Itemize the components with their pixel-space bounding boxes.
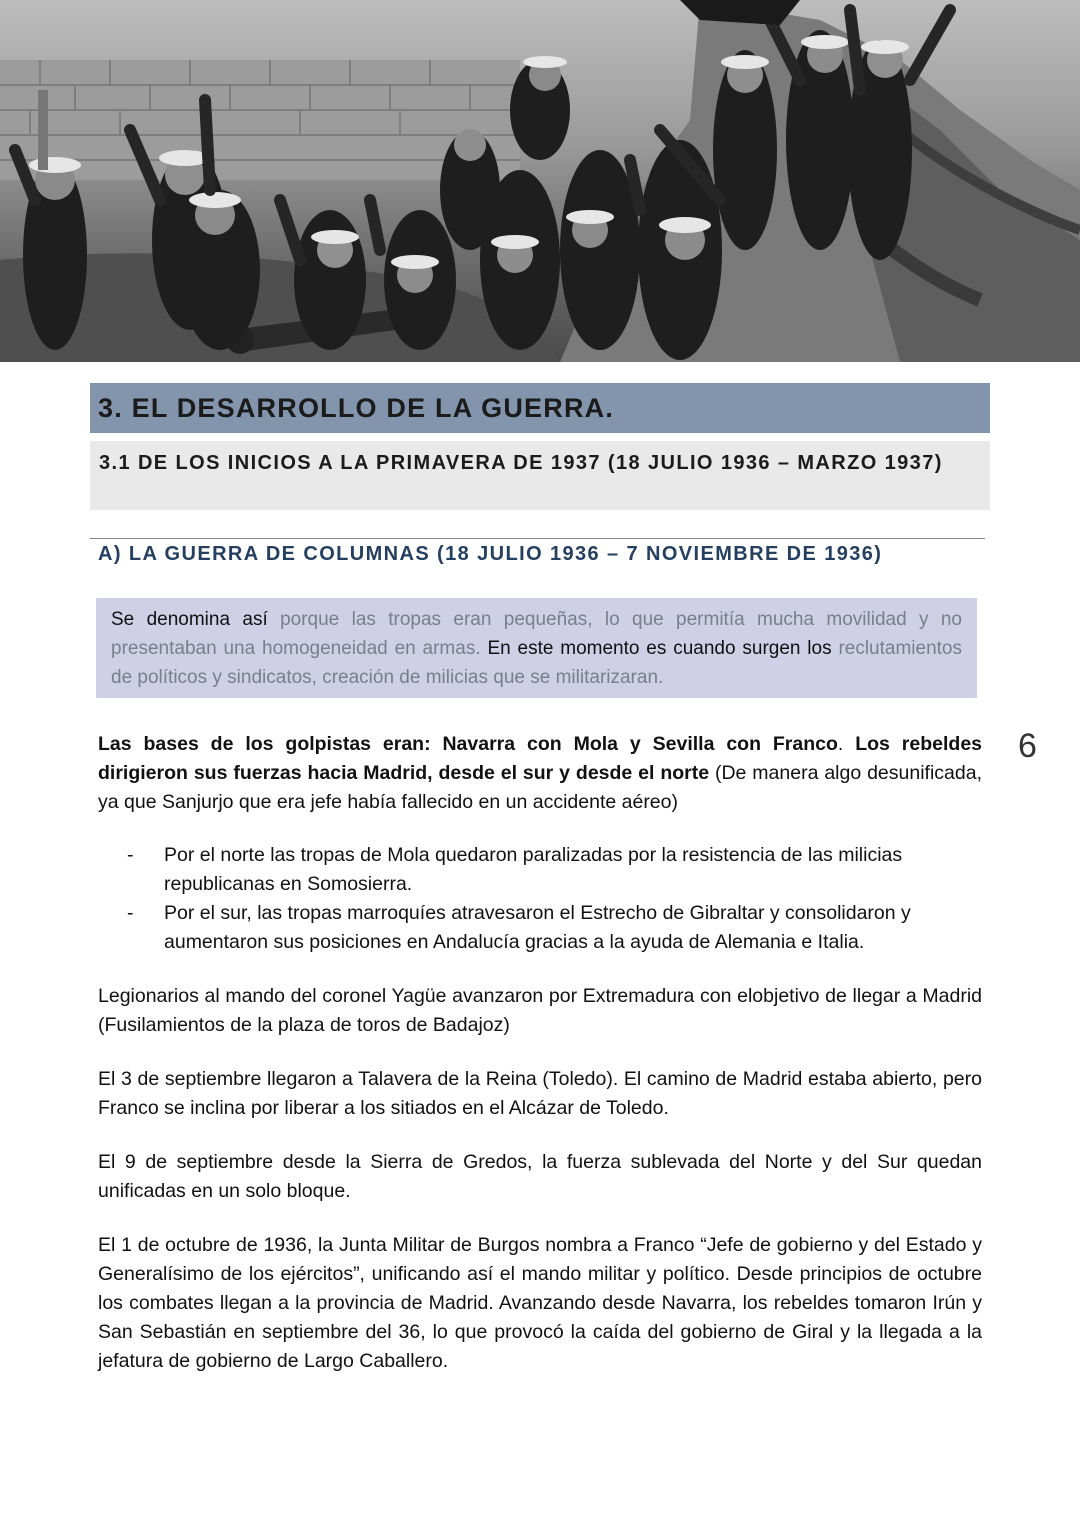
subsection-title: 3.1 DE LOS INICIOS A LA PRIMAVERA DE 1937 (18 JULIO 1936 – MARZO 1937): [90, 441, 990, 510]
header-photo: [0, 0, 1080, 362]
paragraph-october: El 1 de octubre de 1936, la Junta Militar de Burgos nombra a Franco “Jefe de gobierno y del Estado y Generalísimo de los ejércitos”, unificando así el mando militar y político. Desde principios de octubre los combates llegan a la provincia de Madrid. Avanzando desde Navarra, los rebeldes tomaron Irún y San Sebastián en septiembre del 36, lo que provocó la caída del gobierno de Giral y la llegada a la jefatura de gobierno de Largo Caballero.: [98, 1234, 982, 1372]
definition-callout: [96, 598, 977, 698]
paragraph-bases-normal: (De manera algo desunificada, ya que Sanjurjo que era jefe había fallecido en un accidente aéreo): [98, 762, 982, 813]
page-number: 6: [1018, 727, 1037, 765]
bullet-marker: -: [127, 844, 134, 866]
section-title: 3. EL DESARROLLO DE LA GUERRA.: [90, 383, 990, 433]
bullet-list: [127, 841, 983, 957]
historical-photo-illustration: [0, 0, 1080, 362]
callout-text-1: Se denomina así: [111, 609, 268, 630]
paragraph-gredos: El 9 de septiembre desde la Sierra de Gredos, la fuerza sublevada del Norte y del Sur quedan unificadas en un solo bloque.: [98, 1151, 982, 1202]
paragraph-talavera: El 3 de septiembre llegaron a Talavera de la Reina (Toledo). El camino de Madrid estaba abierto, pero Franco se inclina por liberar a los sitiados en el Alcázar de Toledo.: [98, 1068, 982, 1119]
bullet-marker: -: [127, 902, 134, 924]
paragraph-bases-dot: .: [837, 733, 856, 755]
callout-text-3: En este momento es cuando surgen los: [480, 638, 839, 659]
subheading-columns-war: A) LA GUERRA DE COLUMNAS (18 JULIO 1936 – 7 NOVIEMBRE DE 1936): [98, 543, 883, 565]
paragraph-bases-bold-2: Los rebeldes dirigieron sus fuerzas hacia Madrid, desde el sur y desde el norte: [98, 733, 983, 784]
bullet-text: Por el sur, las tropas marroquíes atravesaron el Estrecho de Gibraltar y consolidaron y aumentaron sus posiciones en Andalucía gracias a la ayuda de Alemania e Italia.: [164, 902, 911, 953]
list-item: [127, 841, 983, 899]
callout-text-4: reclutamientos de políticos y sindicatos, creación de milicias que se militarizaran.: [111, 638, 962, 688]
paragraph-bases-bold-1: Las bases de los golpistas eran: Navarra con Mola y Sevilla con Franco: [98, 733, 838, 755]
bullet-text: Por el norte las tropas de Mola quedaron paralizadas por la resistencia de las milicias republicanas en Somosierra.: [164, 844, 903, 895]
paragraph-yague: Legionarios al mando del coronel Yagüe avanzaron por Extremadura con elobjetivo de llegar a Madrid (Fusilamientos de la plaza de toros de Badajoz): [98, 985, 982, 1036]
callout-text-2: porque las tropas eran pequeñas, lo que permitía mucha movilidad y no presentaban una homogeneidad en armas.: [111, 609, 962, 659]
divider: [90, 538, 985, 539]
paragraph-bases: [98, 730, 982, 817]
list-item: [127, 899, 983, 957]
